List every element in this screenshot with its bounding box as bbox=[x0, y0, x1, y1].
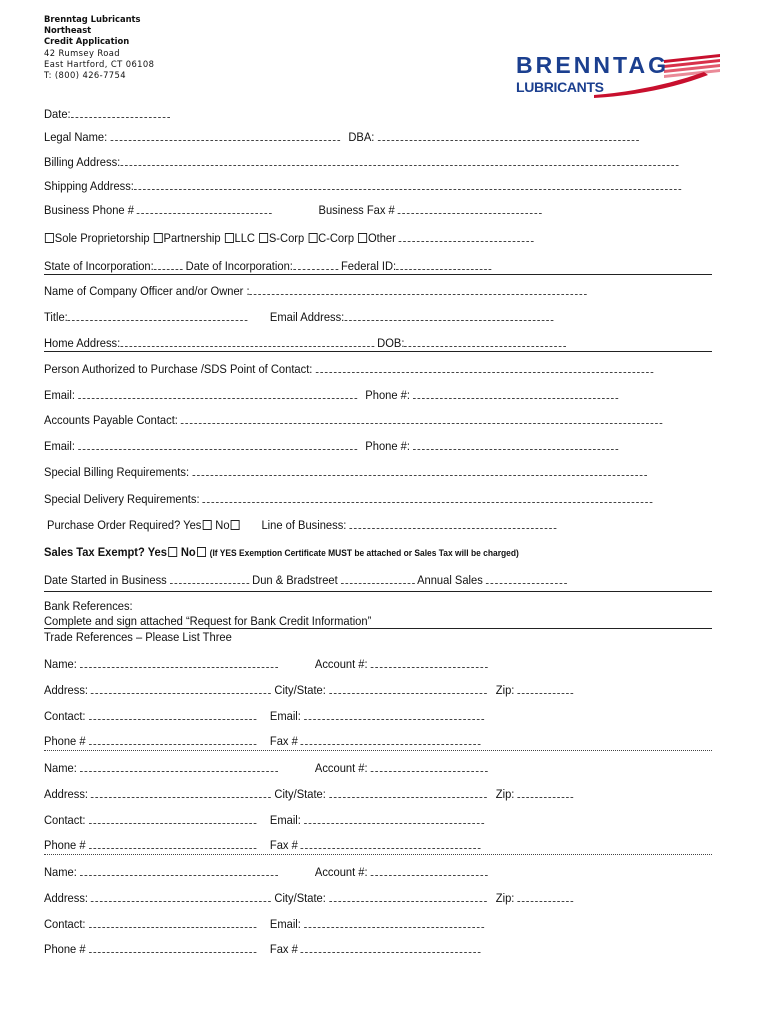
line-of-business-field[interactable] bbox=[349, 517, 556, 529]
trade-ref-2-name-group bbox=[44, 760, 278, 776]
trade-ref-3-email-group bbox=[270, 916, 484, 932]
authorized-person-row bbox=[44, 361, 653, 377]
shipping-address-row bbox=[44, 178, 681, 194]
c-corp-label: C-Corp bbox=[318, 231, 355, 245]
business-phone-field[interactable] bbox=[137, 202, 272, 214]
other-label: Other bbox=[367, 231, 396, 245]
trade-ref-3-fax-field[interactable] bbox=[301, 941, 481, 953]
sole-proprietorship-label: Sole Proprietorship bbox=[54, 231, 150, 245]
trade-ref-2-address-group bbox=[44, 786, 271, 802]
trade-ref-1-contact-field[interactable] bbox=[89, 708, 256, 720]
trade-ref-3-name-group bbox=[44, 864, 278, 880]
annual-sales-label: Annual Sales bbox=[417, 573, 483, 587]
ap-contact-field[interactable] bbox=[181, 412, 663, 424]
trade-ref-1-fax-field[interactable] bbox=[301, 733, 481, 745]
legal-name-field[interactable] bbox=[110, 129, 340, 141]
officer-row bbox=[44, 283, 587, 299]
trade-ref-2-email-field[interactable] bbox=[304, 812, 484, 824]
po-no-label: No bbox=[215, 518, 230, 532]
logo-word-brenntag: BRENNTAG bbox=[516, 52, 666, 78]
incorporation-row bbox=[44, 258, 492, 274]
legal-name-label: Legal Name: bbox=[44, 130, 108, 144]
section-divider bbox=[44, 351, 712, 352]
trade-ref-1-fax-label: Fax # bbox=[269, 734, 298, 748]
state-incorporation-label: State of Incorporation: bbox=[44, 259, 154, 273]
trade-ref-3-phone-group bbox=[44, 941, 256, 957]
officer-email-label: Email Address: bbox=[269, 310, 345, 324]
business-phone-group bbox=[44, 202, 272, 218]
trade-ref-3-zip-group bbox=[496, 890, 573, 906]
trade-ref-1-name-field[interactable] bbox=[80, 656, 278, 668]
title-group bbox=[44, 309, 248, 325]
contact-phone-field[interactable] bbox=[413, 387, 618, 399]
authorized-person-label: Person Authorized to Purchase /SDS Point of Contact: bbox=[44, 362, 313, 376]
trade-ref-1-address-field[interactable] bbox=[91, 682, 271, 694]
sales-tax-row bbox=[44, 545, 519, 560]
trade-ref-1-phone-group bbox=[44, 733, 256, 749]
trade-ref-2-phone-group bbox=[44, 837, 256, 853]
bank-references-instruction: Complete and sign attached “Request for Bank Credit Information” bbox=[44, 614, 372, 628]
sole-proprietorship-checkbox[interactable] bbox=[45, 233, 54, 243]
logo-word-lubricants: LUBRICANTS bbox=[516, 79, 604, 95]
business-fax-label: Business Fax # bbox=[318, 203, 395, 217]
dun-bradstreet-label: Dun & Bradstreet bbox=[252, 573, 338, 587]
special-billing-row bbox=[44, 464, 647, 480]
trade-ref-1-contact-group bbox=[44, 708, 256, 724]
ap-phone-group bbox=[365, 438, 618, 454]
trade-ref-1-city-state-group bbox=[274, 682, 486, 698]
ap-phone-field[interactable] bbox=[413, 438, 618, 450]
trade-ref-1-name-group bbox=[44, 656, 278, 672]
ap-email-group bbox=[44, 438, 357, 454]
trade-ref-1-name-label: Name: bbox=[44, 657, 77, 671]
c-corp-checkbox[interactable] bbox=[308, 233, 317, 243]
state-incorporation-field[interactable] bbox=[154, 258, 183, 270]
trade-ref-2-address-label: Address: bbox=[44, 787, 89, 801]
trade-ref-2-account-field[interactable] bbox=[371, 760, 488, 772]
federal-id-label: Federal ID: bbox=[341, 259, 397, 273]
street-address: 42 Rumsey Road bbox=[44, 47, 120, 58]
officer-field[interactable] bbox=[250, 283, 588, 295]
trade-ref-2-phone-field[interactable] bbox=[89, 837, 256, 849]
officer-email-group bbox=[270, 309, 553, 325]
contact-email-field[interactable] bbox=[78, 387, 357, 399]
section-divider bbox=[44, 628, 712, 629]
trade-ref-2-row bbox=[44, 837, 620, 853]
business-fax-field[interactable] bbox=[398, 202, 542, 214]
po-yes-checkbox[interactable] bbox=[202, 520, 211, 530]
other-field[interactable] bbox=[399, 230, 534, 242]
section-divider bbox=[44, 274, 712, 275]
business-fax-group bbox=[319, 202, 542, 218]
dba-field[interactable] bbox=[377, 129, 638, 141]
trade-ref-2-city-state-group bbox=[274, 786, 486, 802]
s-corp-label: S-Corp bbox=[268, 231, 305, 245]
ap-contact-label: Accounts Payable Contact: bbox=[44, 413, 178, 427]
trade-ref-2-city-state-label: City/State: bbox=[274, 787, 326, 801]
section-divider bbox=[44, 591, 712, 592]
trade-ref-1-email-field[interactable] bbox=[304, 708, 484, 720]
ap-email-label: Email: bbox=[44, 439, 75, 453]
tax-note: (If YES Exemption Certificate MUST be attached or Sales Tax will be charged) bbox=[209, 547, 519, 558]
trade-ref-1-phone-field[interactable] bbox=[89, 733, 256, 745]
ap-phone-label: Phone #: bbox=[365, 439, 410, 453]
dob-field[interactable] bbox=[404, 335, 566, 347]
annual-sales-field[interactable] bbox=[486, 572, 567, 584]
trade-ref-1-row bbox=[44, 733, 620, 749]
officer-label: Name of Company Officer and/or Owner : bbox=[44, 284, 250, 298]
bank-references-title: Bank References: bbox=[44, 599, 133, 613]
trade-ref-2-email-label: Email: bbox=[269, 813, 301, 827]
ap-email-phone-row bbox=[44, 438, 620, 454]
business-phone-label: Business Phone # bbox=[44, 203, 134, 217]
special-delivery-field[interactable] bbox=[203, 491, 653, 503]
trade-ref-3-row bbox=[44, 890, 620, 906]
federal-id-field[interactable] bbox=[396, 258, 491, 270]
trade-ref-2-zip-group bbox=[496, 786, 573, 802]
trade-ref-2-email-group bbox=[270, 812, 484, 828]
partnership-label: Partnership bbox=[163, 231, 221, 245]
billing-address-label: Billing Address: bbox=[44, 155, 121, 169]
trade-ref-3-contact-label: Contact: bbox=[44, 917, 86, 931]
ap-contact-row bbox=[44, 412, 663, 428]
contact-phone-group bbox=[365, 387, 618, 403]
trade-ref-2-row bbox=[44, 812, 620, 828]
trade-ref-3-address-field[interactable] bbox=[91, 890, 271, 902]
trade-ref-3-fax-group bbox=[270, 941, 481, 957]
trade-ref-3-address-label: Address: bbox=[44, 891, 89, 905]
trade-ref-2-fax-group bbox=[270, 837, 481, 853]
date-started-label: Date Started in Business bbox=[44, 573, 167, 587]
trade-ref-3-account-group bbox=[315, 864, 488, 880]
trade-ref-3-city-state-label: City/State: bbox=[274, 891, 326, 905]
trade-ref-2-row bbox=[44, 760, 620, 776]
trade-ref-1-email-group bbox=[270, 708, 484, 724]
trade-ref-2-row bbox=[44, 786, 620, 802]
tax-yes-checkbox[interactable] bbox=[168, 547, 177, 557]
trade-ref-1-account-label: Account #: bbox=[314, 657, 368, 671]
trade-ref-3-city-state-group bbox=[274, 890, 486, 906]
trade-ref-2-account-label: Account #: bbox=[314, 761, 368, 775]
special-billing-label: Special Billing Requirements: bbox=[44, 465, 190, 479]
business-info-row bbox=[44, 572, 567, 588]
dba-label: DBA: bbox=[348, 130, 375, 144]
company-name: Brenntag Lubricants bbox=[44, 14, 141, 24]
sales-tax-label: Sales Tax Exempt? Yes bbox=[44, 545, 167, 559]
billing-address-field[interactable] bbox=[120, 154, 678, 166]
contact-email-label: Email: bbox=[44, 388, 75, 402]
trade-ref-2-address-field[interactable] bbox=[91, 786, 271, 798]
date-incorporation-field[interactable] bbox=[293, 258, 338, 270]
trade-ref-3-name-label: Name: bbox=[44, 865, 77, 879]
home-address-field[interactable] bbox=[120, 335, 374, 347]
trade-ref-3-row bbox=[44, 864, 620, 880]
trade-ref-3-address-group bbox=[44, 890, 271, 906]
company-header bbox=[44, 14, 154, 81]
title-email-row bbox=[44, 309, 602, 325]
brenntag-logo bbox=[514, 50, 720, 100]
dun-bradstreet-field[interactable] bbox=[341, 572, 415, 584]
trade-ref-2-zip-field[interactable] bbox=[517, 786, 573, 798]
company-phone: T: (800) 426-7754 bbox=[44, 70, 126, 81]
business-phone-fax-row bbox=[44, 202, 548, 218]
trade-ref-3-name-field[interactable] bbox=[80, 864, 278, 876]
company-region: Northeast bbox=[44, 25, 92, 36]
trade-ref-1-address-group bbox=[44, 682, 271, 698]
llc-checkbox[interactable] bbox=[225, 233, 234, 243]
trade-ref-divider bbox=[44, 750, 712, 751]
date-incorporation-label: Date of Incorporation: bbox=[185, 259, 293, 273]
trade-ref-3-account-label: Account #: bbox=[314, 865, 368, 879]
special-billing-field[interactable] bbox=[192, 464, 647, 476]
trade-ref-3-email-label: Email: bbox=[269, 917, 301, 931]
s-corp-checkbox[interactable] bbox=[259, 233, 268, 243]
dob-label: DOB: bbox=[377, 336, 405, 350]
trade-ref-3-zip-field[interactable] bbox=[517, 890, 573, 902]
trade-ref-2-contact-group bbox=[44, 812, 256, 828]
trade-ref-3-account-field[interactable] bbox=[371, 864, 488, 876]
trade-ref-1-zip-group bbox=[496, 682, 573, 698]
trade-ref-2-phone-label: Phone # bbox=[44, 838, 86, 852]
entity-type-row bbox=[44, 230, 534, 246]
trade-ref-3-fax-label: Fax # bbox=[269, 942, 298, 956]
trade-ref-1-row bbox=[44, 708, 620, 724]
contact-email-phone-row bbox=[44, 387, 620, 403]
trade-ref-2-fax-field[interactable] bbox=[301, 837, 481, 849]
trade-ref-2-contact-label: Contact: bbox=[44, 813, 86, 827]
trade-ref-1-zip-label: Zip: bbox=[495, 683, 515, 697]
trade-ref-3-phone-label: Phone # bbox=[44, 942, 86, 956]
po-required-label: Purchase Order Required? Yes bbox=[47, 518, 202, 532]
trade-ref-1-account-field[interactable] bbox=[371, 656, 488, 668]
trade-ref-3-phone-field[interactable] bbox=[89, 941, 256, 953]
trade-ref-1-city-state-field[interactable] bbox=[329, 682, 487, 694]
contact-phone-label: Phone #: bbox=[365, 388, 410, 402]
trade-ref-1-account-group bbox=[315, 656, 488, 672]
legal-name-row bbox=[44, 129, 638, 145]
partnership-checkbox[interactable] bbox=[154, 233, 163, 243]
trade-ref-1-row bbox=[44, 656, 620, 672]
city-address: East Hartford, CT 06108 bbox=[44, 58, 155, 69]
trade-ref-2-city-state-field[interactable] bbox=[329, 786, 487, 798]
contact-email-group bbox=[44, 387, 357, 403]
other-checkbox[interactable] bbox=[358, 233, 367, 243]
trade-ref-1-phone-label: Phone # bbox=[44, 734, 86, 748]
trade-ref-2-name-label: Name: bbox=[44, 761, 77, 775]
shipping-address-field[interactable] bbox=[134, 178, 681, 190]
trade-ref-2-account-group bbox=[315, 760, 488, 776]
trade-references-title: Trade References – Please List Three bbox=[44, 630, 232, 644]
title-label: Title: bbox=[44, 310, 68, 324]
trade-ref-2-name-field[interactable] bbox=[80, 760, 278, 772]
special-delivery-label: Special Delivery Requirements: bbox=[44, 492, 200, 506]
trade-ref-3-email-field[interactable] bbox=[304, 916, 484, 928]
date-label: Date: bbox=[44, 107, 71, 121]
authorized-person-field[interactable] bbox=[316, 361, 654, 373]
po-no-checkbox[interactable] bbox=[230, 520, 239, 530]
llc-label: LLC bbox=[234, 231, 255, 245]
trade-ref-2-fax-label: Fax # bbox=[269, 838, 298, 852]
trade-ref-2-zip-label: Zip: bbox=[495, 787, 515, 801]
date-started-field[interactable] bbox=[170, 572, 249, 584]
trade-ref-1-zip-field[interactable] bbox=[517, 682, 573, 694]
date-row bbox=[44, 106, 170, 122]
ap-email-field[interactable] bbox=[78, 438, 357, 450]
trade-ref-3-city-state-field[interactable] bbox=[329, 890, 487, 902]
billing-address-row bbox=[44, 154, 678, 170]
shipping-address-label: Shipping Address: bbox=[44, 179, 134, 193]
trade-ref-1-city-state-label: City/State: bbox=[274, 683, 326, 697]
trade-ref-3-row bbox=[44, 916, 620, 932]
trade-ref-3-contact-field[interactable] bbox=[89, 916, 256, 928]
trade-ref-3-zip-label: Zip: bbox=[495, 891, 515, 905]
trade-ref-divider bbox=[44, 854, 712, 855]
home-address-label: Home Address: bbox=[44, 336, 121, 350]
title-field[interactable] bbox=[68, 309, 248, 321]
officer-email-field[interactable] bbox=[344, 309, 553, 321]
trade-ref-3-contact-group bbox=[44, 916, 256, 932]
trade-ref-2-contact-field[interactable] bbox=[89, 812, 256, 824]
trade-ref-1-contact-label: Contact: bbox=[44, 709, 86, 723]
line-of-business-label: Line of Business: bbox=[261, 518, 347, 532]
trade-ref-1-email-label: Email: bbox=[269, 709, 301, 723]
special-delivery-row bbox=[44, 491, 653, 507]
po-required-row bbox=[47, 517, 556, 533]
tax-no-checkbox[interactable] bbox=[197, 547, 206, 557]
date-field[interactable] bbox=[71, 106, 170, 118]
trade-ref-1-fax-group bbox=[270, 733, 481, 749]
tax-no-label: No bbox=[180, 545, 196, 559]
document-title: Credit Application bbox=[44, 36, 130, 47]
home-dob-row bbox=[44, 335, 566, 351]
trade-ref-3-row bbox=[44, 941, 620, 957]
trade-ref-1-address-label: Address: bbox=[44, 683, 89, 697]
trade-ref-1-row bbox=[44, 682, 620, 698]
